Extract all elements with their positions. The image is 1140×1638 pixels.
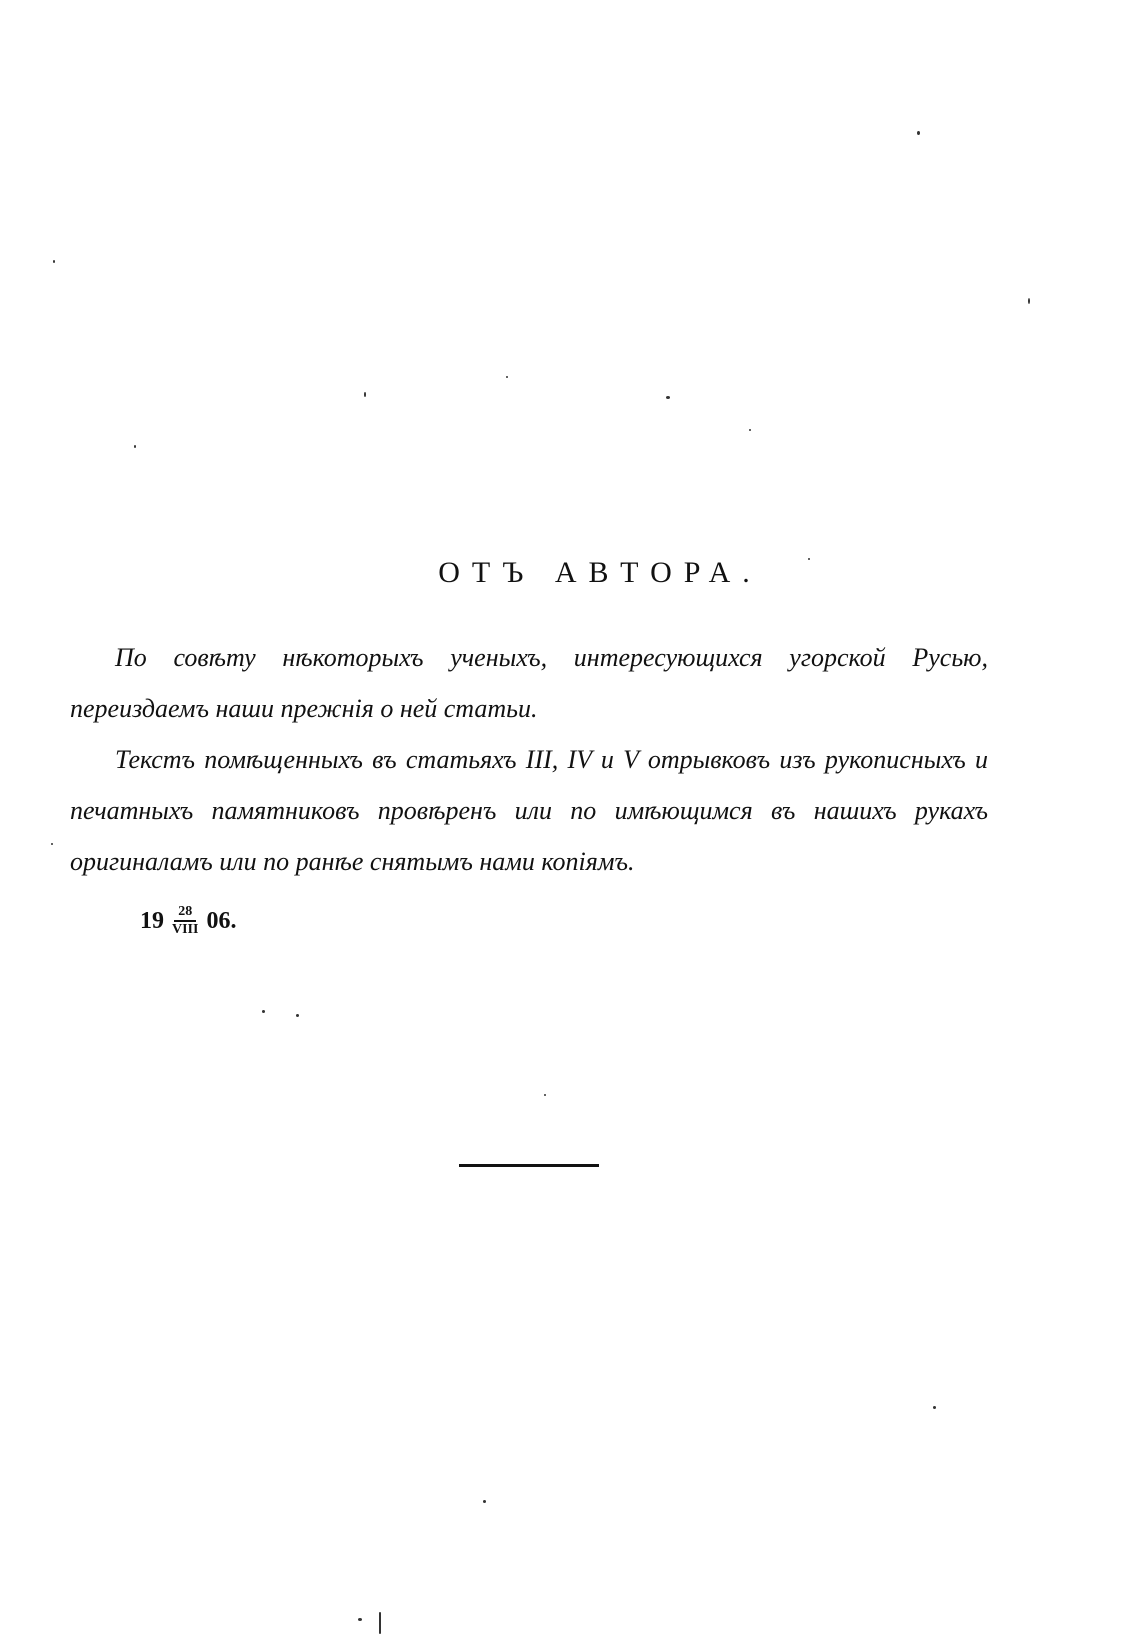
section-divider — [459, 1164, 599, 1167]
scan-speck — [364, 392, 366, 397]
scan-speck — [483, 1500, 486, 1503]
scan-speck — [933, 1406, 936, 1409]
scan-speck — [53, 260, 55, 263]
paragraph-1: По совѣту нѣкоторыхъ ученыхъ, интересующихся угорской Русью, переиздаемъ наши прежнія о ней статьи. — [70, 643, 988, 723]
scan-speck — [379, 1612, 381, 1634]
scan-speck — [749, 429, 751, 431]
scan-speck — [262, 1010, 265, 1013]
date-year-suffix: 06. — [206, 907, 237, 934]
scan-speck — [506, 376, 508, 378]
date-year-prefix: 19 — [140, 907, 164, 934]
scan-speck — [134, 445, 136, 448]
scan-speck — [296, 1014, 299, 1017]
date-month: VIII — [172, 922, 199, 937]
paragraph-2: Текстъ помѣщенныхъ въ статьяхъ III, IV и V отрывковъ изъ рукописныхъ и печатныхъ памятниковъ провѣренъ или по имѣющимся въ нашихъ рукахъ оригиналамъ или по ранѣе снятымъ нами копіямъ. — [70, 745, 988, 876]
scan-speck — [666, 396, 670, 399]
date-line — [140, 904, 236, 938]
scan-speck — [1028, 298, 1030, 304]
date-day: 28 — [174, 904, 196, 922]
scan-speck — [51, 843, 53, 845]
scan-speck — [544, 1094, 546, 1096]
scan-speck — [808, 558, 810, 560]
page-heading: ОТЪ АВТОРА. — [438, 556, 762, 589]
scan-speck — [917, 131, 920, 135]
scan-speck — [358, 1618, 362, 1621]
date-fraction — [168, 904, 202, 938]
